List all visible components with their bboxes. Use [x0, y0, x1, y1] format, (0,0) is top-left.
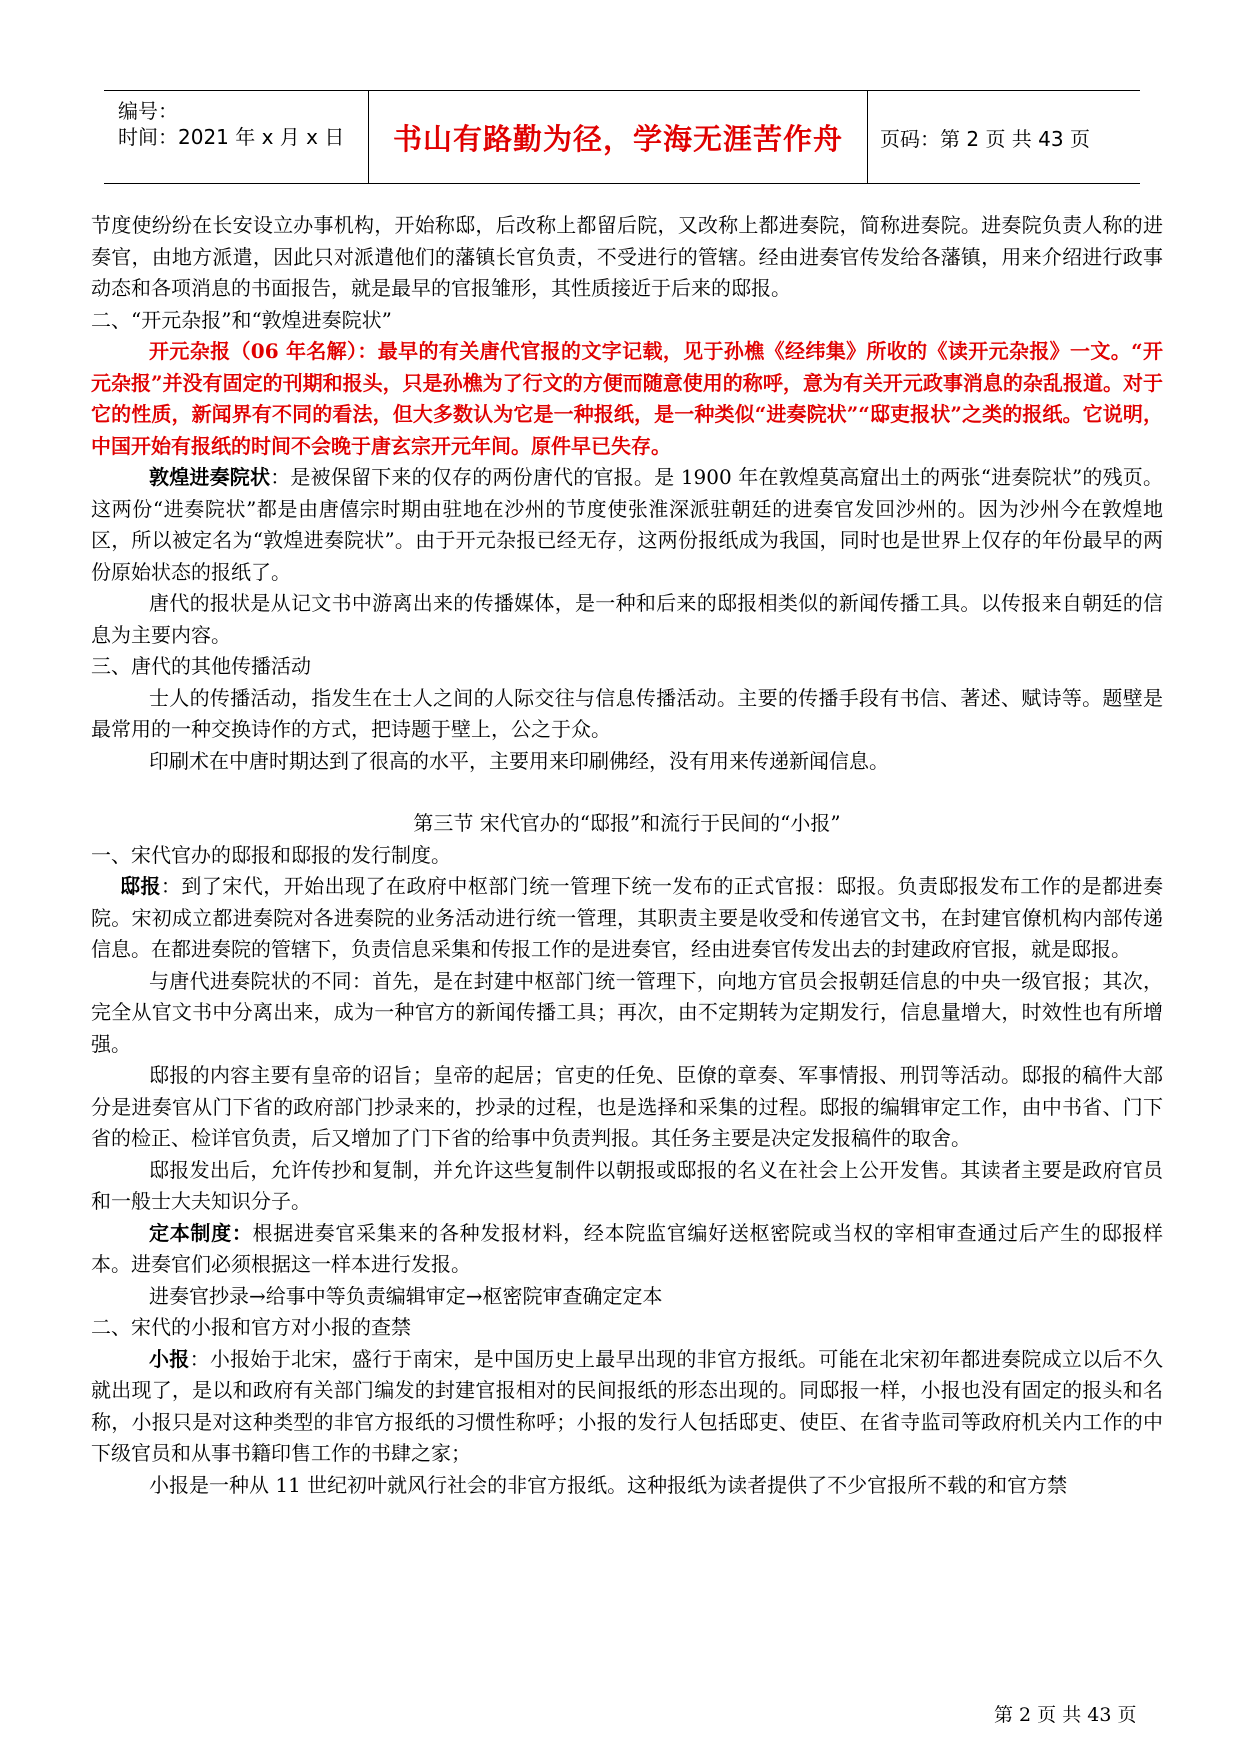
section-heading: 二、宋代的小报和官方对小报的查禁 [91, 1315, 411, 1339]
term: 敦煌进奏院状 [149, 465, 271, 489]
paragraph [91, 871, 1163, 966]
process-flow: 进奏官抄录→给事中等负责编辑审定→枢密院审查确定定本 [149, 1283, 663, 1308]
paragraph: 与唐代进奏院状的不同：首先，是在封建中枢部门统一管理下，向地方官员会报朝廷信息的中央一级官报；其次，完全从官文书中分离出来，成为一种官方的新闻传播工具；再次，由不定期转为定期发行，信息量增大，时效性也有所增强。 [91, 968, 1163, 1056]
paragraph [91, 1344, 1163, 1470]
header-left-cell [104, 91, 368, 183]
term: 小报 [149, 1346, 190, 1371]
header-page-cell [868, 91, 1140, 183]
term-text: ：小报始于北宋，盛行于南宋，是中国历史上最早出现的非官方报纸。可能在北宋初年都进奏院成立以后不久就出现了，是以和政府有关部门编发的封建官报相对的民间报纸的形态出现的。同邸报一样，小报也没有固定的报头和名称，小报只是对这种类型的非官方报纸的习惯性称呼；小报的发行人包括邸吏、使臣、在省寺监司等政府机关内工作的中下级官员和从事书籍印售工作的书肆之家； [91, 1346, 1164, 1465]
paragraph: 节度使纷纷在长安设立办事机构，开始称邸，后改称上都留后院，又改称上都进奏院，简称进奏院。进奏院负责人称的进奏官，由地方派遣，因此只对派遣他们的藩镇长官负责，不受进行的管辖。经由进奏官传发给各藩镇，用来介绍进行政事动态和各项消息的书面报告，就是最早的官报雏形，其性质接近于后来的邸报。 [91, 213, 1163, 300]
highlighted-definition: 开元杂报（06 年名解）：最早的有关唐代官报的文字记载，见于孙樵《经纬集》所收的《读开元杂报》一文。“开元杂报”并没有固定的刊期和报头，只是孙樵为了行文的方便而随意使用的称呼，意为有关开元政事消息的杂乱报道。对于它的性质，新闻界有不同的看法，但大多数认为它是一种报纸，是一种类似“进奏院状”“邸吏报状”之类的报纸。它说明，中国开始有报纸的时间不会晚于唐玄宗开元年间。原件早已失存。 [91, 339, 1163, 458]
paragraph: 唐代的报状是从记文书中游离出来的传播媒体，是一种和后来的邸报相类似的新闻传播工具。以传报来自朝廷的信息为主要内容。 [91, 591, 1163, 647]
section-heading: 一、宋代官办的邸报和邸报的发行制度。 [91, 842, 451, 867]
paragraph [91, 462, 1163, 588]
serial-label: 编号： [118, 99, 178, 123]
term-text: ：是被保留下来的仅存的两份唐代的官报。是 1900 年在敦煌莫高窟出土的两张“进奏院状”的残页。这两份“进奏院状”都是由唐僖宗时期由驻地在沙州的节度使张淮深派驻朝廷的进奏官发回沙州的。因为沙州今在敦煌地区，所以被定名为“敦煌进奏院状”。由于开元杂报已经无存，这两份报纸成为我国，同时也是世界上仅存的年份最早的两份原始状态的报纸了。 [91, 465, 1164, 584]
term: 定本制度： [149, 1220, 253, 1245]
section-heading: 三、唐代的其他传播活动 [91, 654, 311, 678]
paragraph: 小报是一种从 11 世纪初叶就风行社会的非官方报纸。这种报纸为读者提供了不少官报所不载的和官方禁 [149, 1472, 1068, 1497]
paragraph: 邸报发出后，允许传抄和复制，并允许这些复制件以朝报或邸报的名义在社会上公开发售。其读者主要是政府官员和一般士大夫知识分子。 [91, 1157, 1163, 1213]
paragraph [91, 1218, 1163, 1281]
date-line: 时间：2021 年 x 月 x 日 [118, 125, 345, 149]
page-info: 页码：第 2 页 共 43 页 [880, 126, 1090, 151]
page-footer: 第 2 页 共 43 页 [994, 1704, 1137, 1726]
term-text: ：到了宋代，开始出现了在政府中枢部门统一管理下统一发布的正式官报：邸报。负责邸报发布工作的是都进奏院。宋初成立都进奏院对各进奏院的业务活动进行统一管理，其职责主要是收受和传递官文书，在封建官僚机构内部传递信息。在都进奏院的管辖下，负责信息采集和传报工作的是进奏官，经由进奏官传发出去的封建政府官报，就是邸报。 [91, 874, 1164, 961]
term-text: 根据进奏官采集来的各种发报材料，经本院监官编好送枢密院或当权的宰相审查通过后产生的邸报样本。进奏官们必须根据这一样本进行发报。 [91, 1220, 1164, 1276]
paragraph: 邸报的内容主要有皇帝的诏旨；皇帝的起居；官吏的任免、臣僚的章奏、军事情报、刑罚等活动。邸报的稿件大部分是进奏官从门下省的政府部门抄录来的，抄录的过程，也是选择和采集的过程。邸报的编辑审定工作，由中书省、门下省的检正、检详官负责，后又增加了门下省的给事中负责判报。其任务主要是决定发报稿件的取舍。 [91, 1063, 1163, 1150]
header-table [104, 90, 1140, 184]
spacer [91, 777, 1163, 808]
term: 邸报 [120, 874, 161, 898]
header-motto-cell [368, 91, 868, 183]
section-heading: 二、“开元杂报”和“敦煌进奏院状” [91, 307, 392, 332]
motto: 书山有路勤为径，学海无涯苦作舟 [392, 121, 843, 156]
document-body [91, 210, 1163, 1501]
paragraph: 印刷术在中唐时期达到了很高的水平，主要用来印刷佛经，没有用来传递新闻信息。 [149, 748, 889, 773]
chapter-section-title: 第三节 宋代官办的“邸报”和流行于民间的“小报” [413, 811, 841, 835]
paragraph: 士人的传播活动，指发生在士人之间的人际交往与信息传播活动。主要的传播手段有书信、著述、赋诗等。题壁是最常用的一种交换诗作的方式，把诗题于壁上，公之于众。 [91, 685, 1163, 741]
